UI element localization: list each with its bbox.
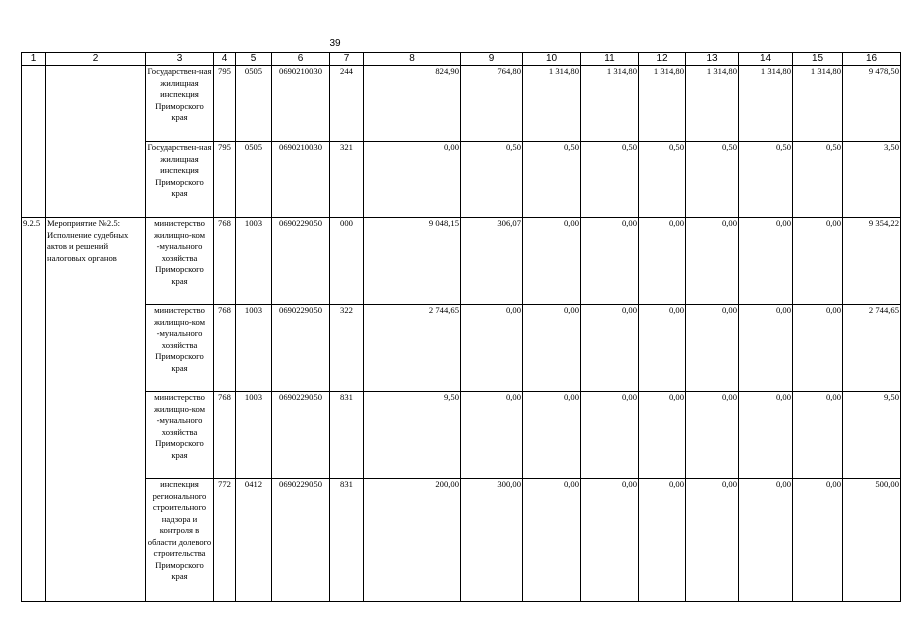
amount-cell: 0,00 xyxy=(739,392,793,479)
amount-cell: 9,50 xyxy=(843,392,901,479)
amount-cell: 0,50 xyxy=(639,142,686,218)
amount-cell: 0,00 xyxy=(793,305,843,392)
csr-code-cell: 0690229050 xyxy=(272,479,330,602)
amount-cell: 0,00 xyxy=(739,479,793,602)
executor-cell: министерство жилищно-ком -мунального хозяйства Приморского края xyxy=(146,218,214,305)
amount-cell: 1 314,80 xyxy=(581,66,639,142)
csr-code-cell: 0690229050 xyxy=(272,305,330,392)
rzpr-code-cell: 0505 xyxy=(236,66,272,142)
rzpr-code-cell: 0412 xyxy=(236,479,272,602)
amount-cell: 9 478,50 xyxy=(843,66,901,142)
page-number: 39 xyxy=(329,38,341,49)
column-header-7: 7 xyxy=(330,53,364,66)
amount-cell: 306,07 xyxy=(461,218,523,305)
column-header-4: 4 xyxy=(214,53,236,66)
executor-cell: Государствен-ная жилищная инспекция Приморского края xyxy=(146,142,214,218)
rzpr-code-cell: 1003 xyxy=(236,305,272,392)
amount-cell: 1 314,80 xyxy=(523,66,581,142)
amount-cell: 9,50 xyxy=(364,392,461,479)
rzpr-code-cell: 1003 xyxy=(236,218,272,305)
grbs-code-cell: 768 xyxy=(214,305,236,392)
table-row xyxy=(22,479,901,602)
column-header-16: 16 xyxy=(843,53,901,66)
column-header-9: 9 xyxy=(461,53,523,66)
table-row xyxy=(22,392,901,479)
amount-cell: 200,00 xyxy=(364,479,461,602)
column-header-6: 6 xyxy=(272,53,330,66)
amount-cell: 0,00 xyxy=(686,305,739,392)
amount-cell: 0,00 xyxy=(686,392,739,479)
event-name-cell: Мероприятие №2.5: Исполнение судебных актов и решений налоговых органов xyxy=(46,218,146,602)
amount-cell: 0,50 xyxy=(523,142,581,218)
amount-cell: 0,00 xyxy=(793,392,843,479)
executor-cell: Государствен-ная жилищная инспекция Приморского края xyxy=(146,66,214,142)
amount-cell: 3,50 xyxy=(843,142,901,218)
amount-cell: 0,00 xyxy=(523,479,581,602)
amount-cell: 0,00 xyxy=(581,392,639,479)
grbs-code-cell: 768 xyxy=(214,392,236,479)
column-header-12: 12 xyxy=(639,53,686,66)
amount-cell: 0,50 xyxy=(686,142,739,218)
column-header-5: 5 xyxy=(236,53,272,66)
amount-cell: 0,00 xyxy=(581,305,639,392)
amount-cell: 0,00 xyxy=(639,305,686,392)
amount-cell: 0,00 xyxy=(364,142,461,218)
amount-cell: 2 744,65 xyxy=(843,305,901,392)
table-row xyxy=(22,66,901,142)
csr-code-cell: 0690229050 xyxy=(272,392,330,479)
event-number-cell xyxy=(22,66,46,218)
grbs-code-cell: 768 xyxy=(214,218,236,305)
header-row xyxy=(22,53,901,66)
amount-cell: 0,50 xyxy=(461,142,523,218)
amount-cell: 300,00 xyxy=(461,479,523,602)
amount-cell: 0,00 xyxy=(523,305,581,392)
amount-cell: 0,00 xyxy=(461,305,523,392)
vr-code-cell: 831 xyxy=(330,479,364,602)
column-header-13: 13 xyxy=(686,53,739,66)
executor-cell: инспекция регионального строительного надзора и контроля в области долевого строительства Приморского края xyxy=(146,479,214,602)
amount-cell: 0,00 xyxy=(639,392,686,479)
amount-cell: 764,80 xyxy=(461,66,523,142)
amount-cell: 0,00 xyxy=(581,479,639,602)
rzpr-code-cell: 1003 xyxy=(236,392,272,479)
amount-cell: 824,90 xyxy=(364,66,461,142)
amount-cell: 1 314,80 xyxy=(793,66,843,142)
table-row xyxy=(22,305,901,392)
event-number-cell: 9.2.5 xyxy=(22,218,46,602)
amount-cell: 9 048,15 xyxy=(364,218,461,305)
column-header-2: 2 xyxy=(46,53,146,66)
csr-code-cell: 0690210030 xyxy=(272,66,330,142)
amount-cell: 1 314,80 xyxy=(686,66,739,142)
grbs-code-cell: 795 xyxy=(214,142,236,218)
csr-code-cell: 0690229050 xyxy=(272,218,330,305)
executor-cell: министерство жилищно-ком -мунального хозяйства Приморского края xyxy=(146,392,214,479)
column-header-11: 11 xyxy=(581,53,639,66)
amount-cell: 0,00 xyxy=(461,392,523,479)
amount-cell: 0,00 xyxy=(686,479,739,602)
amount-cell: 0,00 xyxy=(639,218,686,305)
column-header-14: 14 xyxy=(739,53,793,66)
vr-code-cell: 000 xyxy=(330,218,364,305)
column-header-8: 8 xyxy=(364,53,461,66)
amount-cell: 0,00 xyxy=(793,218,843,305)
budget-table xyxy=(21,52,901,602)
rzpr-code-cell: 0505 xyxy=(236,142,272,218)
amount-cell: 0,50 xyxy=(793,142,843,218)
amount-cell: 0,00 xyxy=(639,479,686,602)
amount-cell: 500,00 xyxy=(843,479,901,602)
amount-cell: 1 314,80 xyxy=(739,66,793,142)
amount-cell: 2 744,65 xyxy=(364,305,461,392)
table-body xyxy=(22,66,901,602)
amount-cell: 0,50 xyxy=(739,142,793,218)
amount-cell: 0,00 xyxy=(523,392,581,479)
table-row xyxy=(22,218,901,305)
csr-code-cell: 0690210030 xyxy=(272,142,330,218)
column-header-10: 10 xyxy=(523,53,581,66)
vr-code-cell: 244 xyxy=(330,66,364,142)
vr-code-cell: 321 xyxy=(330,142,364,218)
grbs-code-cell: 772 xyxy=(214,479,236,602)
table-row xyxy=(22,142,901,218)
amount-cell: 1 314,80 xyxy=(639,66,686,142)
amount-cell: 0,00 xyxy=(739,218,793,305)
amount-cell: 0,50 xyxy=(581,142,639,218)
table-header xyxy=(22,53,901,66)
vr-code-cell: 322 xyxy=(330,305,364,392)
amount-cell: 9 354,22 xyxy=(843,218,901,305)
grbs-code-cell: 795 xyxy=(214,66,236,142)
amount-cell: 0,00 xyxy=(581,218,639,305)
vr-code-cell: 831 xyxy=(330,392,364,479)
amount-cell: 0,00 xyxy=(793,479,843,602)
executor-cell: министерство жилищно-ком -мунального хозяйства Приморского края xyxy=(146,305,214,392)
event-name-cell xyxy=(46,66,146,218)
amount-cell: 0,00 xyxy=(739,305,793,392)
column-header-15: 15 xyxy=(793,53,843,66)
column-header-1: 1 xyxy=(22,53,46,66)
amount-cell: 0,00 xyxy=(523,218,581,305)
amount-cell: 0,00 xyxy=(686,218,739,305)
column-header-3: 3 xyxy=(146,53,214,66)
